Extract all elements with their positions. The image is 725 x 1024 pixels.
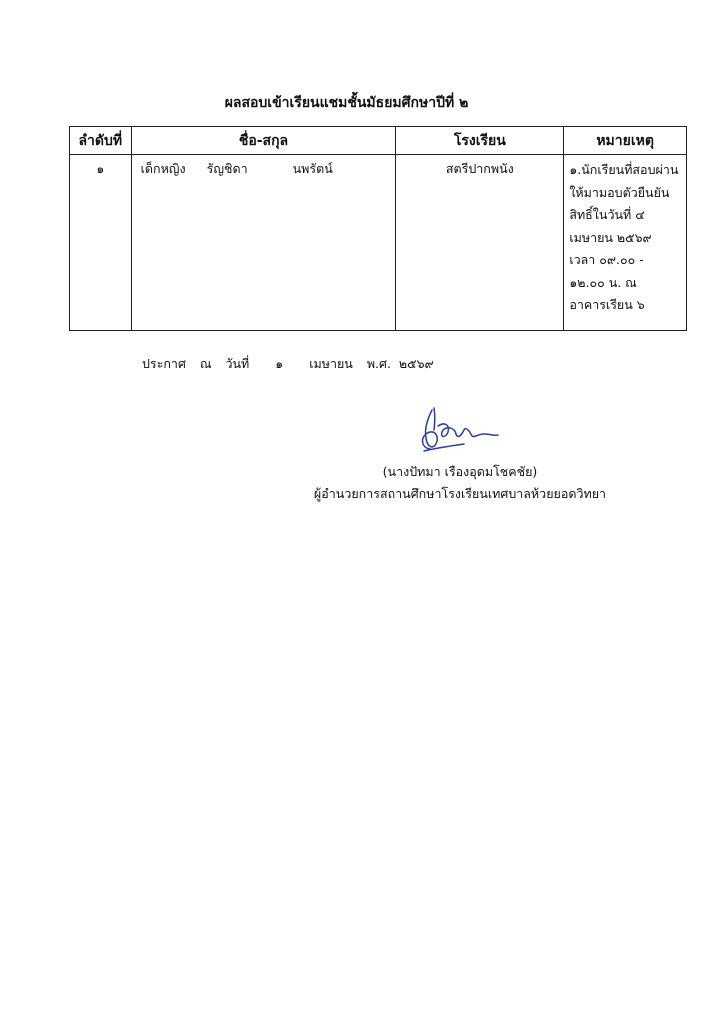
remark-line: ๑.นักเรียนที่สอบผ่าน (569, 162, 679, 177)
header-school: โรงเรียน (396, 127, 564, 155)
announcement-month: เมษายน (309, 356, 353, 371)
header-name: ชื่อ-สกุล (131, 127, 396, 155)
document-title (0, 92, 725, 114)
announcement-day: ๑ (275, 356, 284, 371)
remark-line: เมษายน ๒๕๖๙ (569, 229, 652, 245)
announcement-at: ณ (199, 356, 212, 371)
row-name-cell (131, 155, 396, 331)
remark-line: สิทธิ์ในวันที่ ๔ (569, 207, 645, 222)
signature-image (404, 404, 500, 462)
document-title-text: ผลสอบเข้าเรียนแชมชั้นมัธยมศึกษาปีที่ ๒ (224, 95, 469, 111)
signer-position: ผู้อำนวยการสถานศึกษาโรงเรียนเทศบาลห้วยยอดวิทยา (313, 486, 607, 501)
remark-line: อาคารเรียน ๖ (569, 297, 645, 312)
remark-line: ให้มามอบตัวยืนยัน (569, 184, 670, 200)
signer-name: (นางปัทมา เรืองอุดมโชคชัย) (382, 464, 538, 479)
name-prefix: เด็กหญิง (140, 161, 186, 176)
row-school: สตรีปากพนัง (396, 155, 564, 331)
last-name: นพรัตน์ (292, 161, 333, 176)
announcement-label: ประกาศ (142, 356, 186, 371)
announcement-era: พ.ศ. (366, 356, 391, 371)
first-name: รัญชิดา (206, 161, 248, 176)
remark-line: ๑๒.๐๐ น. ณ (569, 274, 637, 290)
announcement-day-label: วันที่ (225, 356, 250, 371)
announcement-line (142, 354, 444, 374)
header-remark: หมายเหตุ (564, 127, 687, 155)
row-order: ๑ (70, 155, 132, 331)
header-order: ลำดับที่ (70, 127, 132, 155)
table-header-row (70, 127, 687, 155)
results-table (69, 126, 687, 331)
table-row (70, 155, 687, 331)
row-remark-cell (564, 155, 687, 331)
remark-line: เวลา ๐๙.๐๐ - (569, 252, 644, 267)
announcement-year: ๒๕๖๙ (398, 356, 434, 371)
